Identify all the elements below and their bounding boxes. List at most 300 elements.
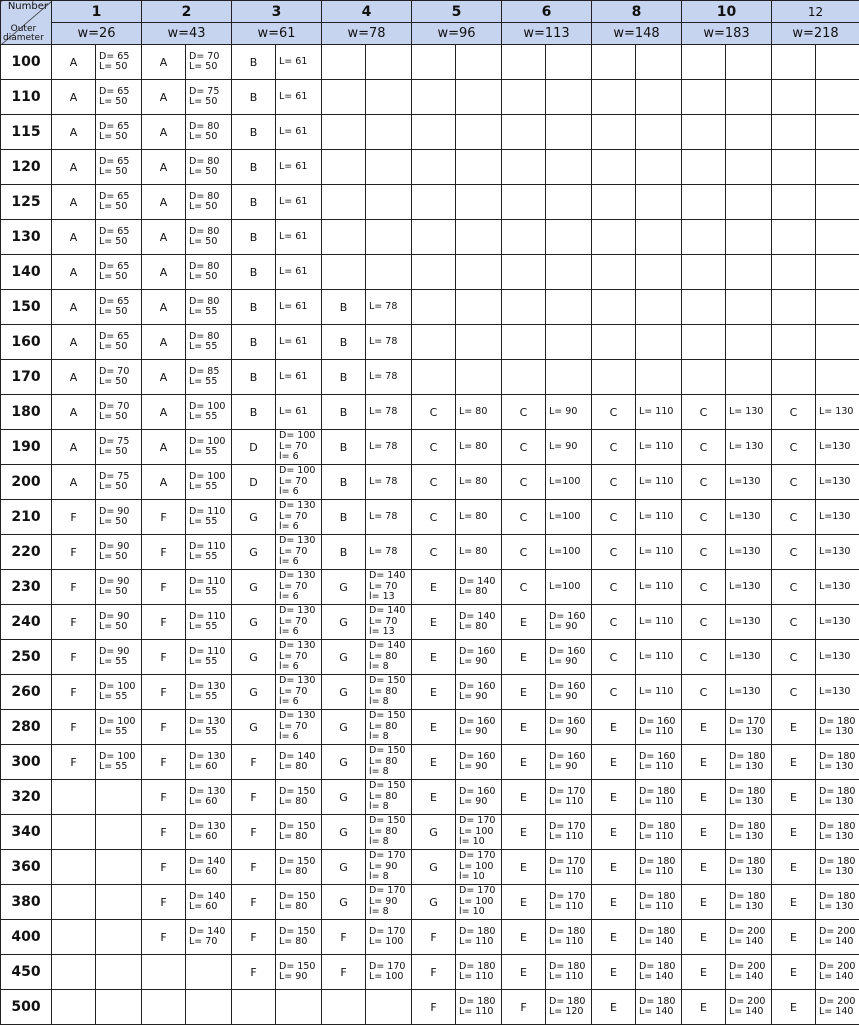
dimension-cell: D= 140 L= 80 l= 8 <box>366 640 412 675</box>
type-cell <box>592 220 636 255</box>
type-cell: C <box>412 535 456 570</box>
dimension-cell: D= 140 L= 80 <box>456 605 502 640</box>
type-cell <box>52 920 96 955</box>
dimension-cell: L= 110 <box>636 500 682 535</box>
col-width: w=218 <box>772 23 859 45</box>
type-cell: F <box>142 675 186 710</box>
dimension-cell: D= 180 L= 130 <box>726 745 772 780</box>
dimension-cell: D= 160 L= 90 <box>456 780 502 815</box>
dimension-cell <box>546 255 592 290</box>
dimension-cell: L= 80 <box>456 535 502 570</box>
type-cell: F <box>52 535 96 570</box>
type-cell <box>592 45 636 80</box>
type-cell: G <box>322 605 366 640</box>
type-cell: E <box>592 815 636 850</box>
corner-number-label: Number <box>8 2 48 12</box>
type-cell <box>322 990 366 1025</box>
dimension-cell: D= 65 L= 50 <box>96 115 142 150</box>
dimension-cell: L=100 <box>546 535 592 570</box>
col-number: 1 <box>52 1 142 23</box>
dimension-cell <box>546 325 592 360</box>
type-cell <box>592 255 636 290</box>
dimension-cell <box>726 115 772 150</box>
dimension-cell: D= 150 L= 90 <box>276 955 322 990</box>
dimension-cell <box>726 255 772 290</box>
type-cell <box>772 290 816 325</box>
type-cell: E <box>502 640 546 675</box>
type-cell: G <box>232 710 276 745</box>
type-cell <box>592 325 636 360</box>
table-row <box>1 710 859 745</box>
dimension-cell: D= 100 L= 55 <box>96 710 142 745</box>
dimension-cell <box>96 815 142 850</box>
dimension-cell: D= 65 L= 50 <box>96 150 142 185</box>
type-cell: C <box>592 535 636 570</box>
dimension-cell: D= 150 L= 80 <box>276 850 322 885</box>
type-cell: C <box>682 640 726 675</box>
dimension-cell <box>816 45 859 80</box>
dimension-cell <box>726 325 772 360</box>
type-cell: C <box>682 535 726 570</box>
type-cell: E <box>502 710 546 745</box>
type-cell <box>322 255 366 290</box>
type-cell: B <box>232 115 276 150</box>
type-cell: F <box>142 885 186 920</box>
dimension-cell: D= 170 L= 110 <box>546 850 592 885</box>
type-cell: C <box>772 500 816 535</box>
type-cell <box>772 325 816 360</box>
outer-diameter-cell: 150 <box>1 290 52 325</box>
outer-diameter-cell: 200 <box>1 465 52 500</box>
type-cell: E <box>682 990 726 1025</box>
dimension-cell: D= 180 L= 130 <box>816 745 859 780</box>
dimension-cell: D= 180 L= 140 <box>636 955 682 990</box>
dimension-cell: L= 78 <box>366 430 412 465</box>
corner-header <box>1 1 52 45</box>
dimension-cell <box>546 115 592 150</box>
dimension-cell: D= 80 L= 55 <box>186 290 232 325</box>
dimension-cell: L= 130 <box>816 395 859 430</box>
dimension-cell: D= 130 L= 70 l= 6 <box>276 605 322 640</box>
dimension-cell: L= 61 <box>276 150 322 185</box>
dimension-cell <box>636 360 682 395</box>
dimension-cell <box>726 220 772 255</box>
outer-diameter-cell: 450 <box>1 955 52 990</box>
type-cell: E <box>502 850 546 885</box>
outer-diameter-cell: 340 <box>1 815 52 850</box>
dimension-cell: L= 61 <box>276 45 322 80</box>
dimension-cell: L=130 <box>726 675 772 710</box>
type-cell: C <box>682 675 726 710</box>
type-cell: C <box>502 500 546 535</box>
dimension-cell: D= 70 L= 50 <box>186 45 232 80</box>
type-cell: C <box>682 605 726 640</box>
dimension-cell <box>366 115 412 150</box>
table-row <box>1 430 859 465</box>
dimension-cell: L=130 <box>816 605 859 640</box>
table-row <box>1 185 859 220</box>
type-cell <box>412 150 456 185</box>
dimension-cell: D= 110 L= 55 <box>186 640 232 675</box>
type-cell: A <box>142 360 186 395</box>
corner-diameter-label: Outer diameter <box>3 25 44 43</box>
dimension-cell: D= 160 L= 110 <box>636 745 682 780</box>
type-cell: C <box>772 395 816 430</box>
dimension-cell: L=130 <box>816 465 859 500</box>
dimension-cell: L= 61 <box>276 360 322 395</box>
table-row <box>1 780 859 815</box>
dimension-cell: D= 90 L= 55 <box>96 640 142 675</box>
type-cell: E <box>592 955 636 990</box>
type-cell: A <box>52 185 96 220</box>
outer-diameter-cell: 400 <box>1 920 52 955</box>
type-cell: C <box>772 535 816 570</box>
type-cell: G <box>322 745 366 780</box>
dimension-cell: D= 90 L= 50 <box>96 500 142 535</box>
type-cell: C <box>682 395 726 430</box>
type-cell: F <box>232 920 276 955</box>
col-number: 4 <box>322 1 412 23</box>
type-cell <box>592 150 636 185</box>
dimension-cell: L=130 <box>816 675 859 710</box>
dimension-cell: D= 170 L= 110 <box>546 780 592 815</box>
dimension-cell: D= 140 L= 60 <box>186 885 232 920</box>
dimension-cell: D= 65 L= 50 <box>96 45 142 80</box>
type-cell <box>412 80 456 115</box>
dimension-cell <box>636 115 682 150</box>
col-number: 3 <box>232 1 322 23</box>
dimension-cell <box>366 255 412 290</box>
type-cell: G <box>322 815 366 850</box>
dimension-cell: L= 61 <box>276 220 322 255</box>
type-cell: E <box>502 885 546 920</box>
dimension-cell: D= 180 L= 130 <box>816 850 859 885</box>
table-row <box>1 80 859 115</box>
type-cell <box>412 325 456 360</box>
dimension-cell <box>816 255 859 290</box>
dimension-cell: L= 80 <box>456 430 502 465</box>
type-cell: F <box>52 675 96 710</box>
type-cell <box>682 325 726 360</box>
type-cell <box>682 185 726 220</box>
type-cell <box>322 220 366 255</box>
dimension-cell <box>636 290 682 325</box>
type-cell: E <box>772 920 816 955</box>
type-cell: F <box>52 570 96 605</box>
outer-diameter-cell: 210 <box>1 500 52 535</box>
outer-diameter-cell: 360 <box>1 850 52 885</box>
type-cell: F <box>502 990 546 1025</box>
type-cell: B <box>232 150 276 185</box>
dimension-cell: D= 110 L= 55 <box>186 605 232 640</box>
dimension-cell <box>726 45 772 80</box>
dimension-cell <box>366 185 412 220</box>
type-cell: A <box>52 290 96 325</box>
dimension-cell: D= 180 L= 110 <box>636 850 682 885</box>
type-cell: F <box>142 570 186 605</box>
type-cell: E <box>592 920 636 955</box>
type-cell: E <box>412 710 456 745</box>
dimension-cell: L= 90 <box>546 395 592 430</box>
dimension-cell: L=100 <box>546 500 592 535</box>
dimension-cell <box>816 150 859 185</box>
type-cell: F <box>322 955 366 990</box>
type-cell: E <box>502 675 546 710</box>
type-cell: E <box>772 710 816 745</box>
type-cell: G <box>412 815 456 850</box>
dimension-cell: D= 200 L= 140 <box>726 990 772 1025</box>
outer-diameter-cell: 500 <box>1 990 52 1025</box>
dimension-cell: D= 180 L= 130 <box>816 815 859 850</box>
dimension-cell <box>456 360 502 395</box>
dimension-cell: D= 170 L= 100 l= 10 <box>456 815 502 850</box>
type-cell: E <box>682 780 726 815</box>
type-cell: B <box>322 325 366 360</box>
type-cell: G <box>322 710 366 745</box>
type-cell: F <box>142 920 186 955</box>
type-cell <box>142 990 186 1025</box>
table-row <box>1 45 859 80</box>
dimension-cell: D= 200 L= 140 <box>816 955 859 990</box>
type-cell: F <box>142 605 186 640</box>
dimension-cell <box>546 185 592 220</box>
table-row <box>1 640 859 675</box>
dimension-cell <box>816 360 859 395</box>
table-row <box>1 290 859 325</box>
type-cell <box>52 780 96 815</box>
dimension-cell: D= 200 L= 140 <box>816 990 859 1025</box>
dimension-cell: D= 180 L= 110 <box>636 815 682 850</box>
table-row <box>1 465 859 500</box>
dimension-cell <box>456 185 502 220</box>
type-cell: F <box>142 780 186 815</box>
dimension-cell: D= 130 L= 70 l= 6 <box>276 675 322 710</box>
type-cell: A <box>52 325 96 360</box>
type-cell: A <box>52 115 96 150</box>
dimension-cell: D= 110 L= 55 <box>186 500 232 535</box>
dimension-cell: D= 150 L= 80 l= 8 <box>366 710 412 745</box>
type-cell: F <box>232 815 276 850</box>
type-cell: F <box>142 745 186 780</box>
type-cell: A <box>52 395 96 430</box>
dimension-cell: L=100 <box>546 465 592 500</box>
type-cell <box>592 115 636 150</box>
type-cell: C <box>502 430 546 465</box>
dimension-cell <box>456 115 502 150</box>
type-cell: F <box>232 955 276 990</box>
dimension-cell: D= 65 L= 50 <box>96 185 142 220</box>
type-cell: E <box>412 675 456 710</box>
type-cell <box>412 220 456 255</box>
type-cell: F <box>52 710 96 745</box>
table-row <box>1 395 859 430</box>
type-cell: F <box>142 640 186 675</box>
type-cell: A <box>142 220 186 255</box>
dimension-cell: D= 180 L= 130 <box>816 710 859 745</box>
table-row <box>1 500 859 535</box>
dimension-cell: L= 61 <box>276 115 322 150</box>
type-cell <box>52 850 96 885</box>
type-cell: G <box>322 780 366 815</box>
dimension-cell: L= 110 <box>636 535 682 570</box>
dimension-cell: L=130 <box>726 605 772 640</box>
col-width: w=148 <box>592 23 682 45</box>
type-cell: C <box>682 500 726 535</box>
type-cell: B <box>322 465 366 500</box>
dimension-cell <box>636 255 682 290</box>
type-cell <box>772 45 816 80</box>
dimension-cell: D= 100 L= 55 <box>186 395 232 430</box>
type-cell: B <box>232 325 276 360</box>
col-width: w=96 <box>412 23 502 45</box>
type-cell: F <box>412 990 456 1025</box>
dimension-cell: D= 100 L= 70 l= 6 <box>276 465 322 500</box>
dimension-cell: D= 180 L= 110 <box>546 955 592 990</box>
type-cell: A <box>142 395 186 430</box>
type-cell <box>772 185 816 220</box>
type-cell: E <box>682 745 726 780</box>
type-cell: C <box>592 430 636 465</box>
dimension-cell: D= 160 L= 90 <box>546 640 592 675</box>
type-cell: E <box>772 885 816 920</box>
col-width: w=61 <box>232 23 322 45</box>
type-cell: A <box>52 360 96 395</box>
table-row <box>1 535 859 570</box>
table-row <box>1 360 859 395</box>
dimension-cell: D= 200 L= 140 <box>726 920 772 955</box>
type-cell: B <box>322 290 366 325</box>
outer-diameter-cell: 250 <box>1 640 52 675</box>
type-cell: F <box>52 745 96 780</box>
outer-diameter-cell: 260 <box>1 675 52 710</box>
dimension-cell <box>456 255 502 290</box>
col-width: w=78 <box>322 23 412 45</box>
dimension-cell: D= 70 L= 50 <box>96 360 142 395</box>
type-cell <box>502 80 546 115</box>
dimension-cell <box>546 220 592 255</box>
dimension-cell: D= 150 L= 80 <box>276 920 322 955</box>
dimension-cell: L= 61 <box>276 325 322 360</box>
dimension-cell: D= 150 L= 80 l= 8 <box>366 780 412 815</box>
dimension-cell <box>96 885 142 920</box>
dimension-cell: D= 160 L= 90 <box>456 745 502 780</box>
dimension-cell: L= 61 <box>276 80 322 115</box>
type-cell: B <box>322 500 366 535</box>
dimension-cell: D= 160 L= 90 <box>546 605 592 640</box>
dimension-cell: L= 110 <box>636 570 682 605</box>
type-cell: F <box>52 500 96 535</box>
type-cell: A <box>52 465 96 500</box>
type-cell <box>412 45 456 80</box>
type-cell <box>412 255 456 290</box>
dimension-cell: D= 150 L= 80 <box>276 885 322 920</box>
type-cell: A <box>142 255 186 290</box>
type-cell: F <box>232 885 276 920</box>
dimension-cell <box>726 290 772 325</box>
dimension-cell <box>366 220 412 255</box>
type-cell: G <box>412 885 456 920</box>
type-cell: E <box>592 710 636 745</box>
type-cell: C <box>592 395 636 430</box>
table-row <box>1 325 859 360</box>
outer-diameter-cell: 280 <box>1 710 52 745</box>
type-cell: E <box>772 850 816 885</box>
type-cell <box>682 255 726 290</box>
dimension-cell: D= 130 L= 55 <box>186 710 232 745</box>
type-cell: A <box>52 220 96 255</box>
type-cell: B <box>232 255 276 290</box>
dimension-cell <box>636 80 682 115</box>
dimension-cell <box>96 990 142 1025</box>
table-row <box>1 150 859 185</box>
col-number: 12 <box>772 1 859 23</box>
type-cell: F <box>52 640 96 675</box>
dimension-cell: D= 65 L= 50 <box>96 80 142 115</box>
dimension-cell: D= 170 L= 90 l= 8 <box>366 885 412 920</box>
dimension-cell: D= 180 L= 130 <box>816 885 859 920</box>
dimension-cell: L=130 <box>816 640 859 675</box>
table-row <box>1 885 859 920</box>
dimension-cell: D= 65 L= 50 <box>96 290 142 325</box>
dimension-cell: D= 75 L= 50 <box>96 465 142 500</box>
dimension-cell: L=130 <box>816 500 859 535</box>
type-cell: C <box>592 640 636 675</box>
dimension-cell <box>636 150 682 185</box>
dimension-cell: D= 150 L= 80 <box>276 780 322 815</box>
dimension-cell <box>546 290 592 325</box>
table-row <box>1 745 859 780</box>
type-cell: A <box>142 115 186 150</box>
type-cell <box>592 80 636 115</box>
type-cell: E <box>592 990 636 1025</box>
type-cell <box>412 115 456 150</box>
dimension-cell: D= 180 L= 130 <box>726 815 772 850</box>
type-cell: E <box>772 955 816 990</box>
dimension-cell: L=130 <box>726 465 772 500</box>
dimension-cell: L= 130 <box>726 395 772 430</box>
dimension-cell: D= 110 L= 55 <box>186 570 232 605</box>
dimension-cell: L= 110 <box>636 605 682 640</box>
dimension-cell <box>546 45 592 80</box>
type-cell: F <box>412 955 456 990</box>
dimension-cell <box>186 990 232 1025</box>
outer-diameter-cell: 300 <box>1 745 52 780</box>
dimension-cell: D= 80 L= 50 <box>186 255 232 290</box>
type-cell: B <box>322 535 366 570</box>
dimension-cell: D= 75 L= 50 <box>96 430 142 465</box>
dimension-cell: D= 100 L= 55 <box>96 745 142 780</box>
dimension-cell: D= 150 L= 80 <box>276 815 322 850</box>
header-number-row <box>1 1 859 23</box>
outer-diameter-cell: 125 <box>1 185 52 220</box>
type-cell: E <box>502 920 546 955</box>
type-cell: A <box>142 430 186 465</box>
dimension-cell: D= 65 L= 50 <box>96 220 142 255</box>
col-number: 8 <box>592 1 682 23</box>
type-cell: G <box>232 535 276 570</box>
dimension-cell: L= 110 <box>636 430 682 465</box>
dimension-cell: L= 61 <box>276 395 322 430</box>
outer-diameter-cell: 380 <box>1 885 52 920</box>
type-cell: C <box>772 570 816 605</box>
dimension-cell: D= 180 L= 110 <box>456 955 502 990</box>
dimension-cell <box>96 850 142 885</box>
dimension-cell: D= 130 L= 70 l= 6 <box>276 710 322 745</box>
dimension-cell: L=130 <box>726 535 772 570</box>
dimension-cell: D= 180 L= 130 <box>816 780 859 815</box>
type-cell: C <box>412 465 456 500</box>
dimension-cell: L= 110 <box>636 465 682 500</box>
